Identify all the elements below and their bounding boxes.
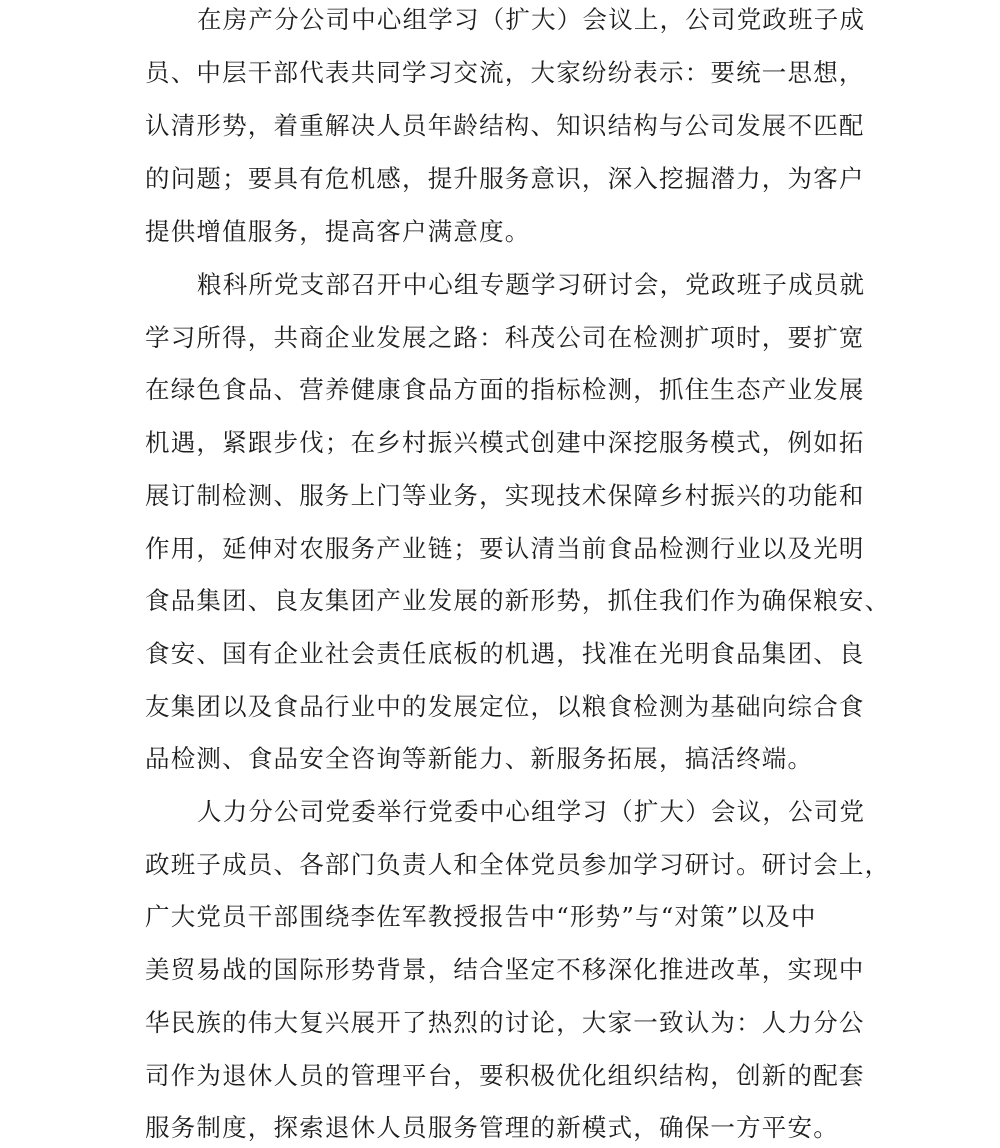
text-line: 机遇，紧跟步伐；在乡村振兴模式创建中深挖服务模式，例如拓 (145, 428, 865, 457)
text-line: 粮科所党支部召开中心组专题学习研讨会，党政班子成员就 (197, 270, 866, 299)
text-line: 广大党员干部围绕李佐军教授报告中“形势”与“对策”以及中 (145, 902, 817, 931)
text-line: 提供增值服务，提高客户满意度。 (145, 217, 531, 246)
text-line: 政班子成员、各部门负责人和全体党员参加学习研讨。研讨会上， (145, 850, 891, 879)
text-line: 食品集团、良友集团产业发展的新形势，抓住我们作为确保粮安、 (145, 586, 891, 615)
text-line: 的问题；要具有危机感，提升服务意识，深入挖掘潜力，为客户 (145, 164, 865, 193)
text-line: 华民族的伟大复兴展开了热烈的讨论，大家一致认为：人力分公 (145, 1008, 865, 1037)
text-line: 在绿色食品、营养健康食品方面的指标检测，抓住生态产业发展 (145, 375, 865, 404)
text-line: 作用，延伸对农服务产业链；要认清当前食品检测行业以及光明 (145, 534, 865, 563)
text-line: 服务制度，探索退休人员服务管理的新模式，确保一方平安。 (145, 1113, 839, 1142)
text-line: 认清形势，着重解决人员年龄结构、知识结构与公司发展不匹配 (145, 111, 865, 140)
text-line: 品检测、食品安全咨询等新能力、新服务拓展，搞活终端。 (145, 744, 814, 773)
text-line: 展订制检测、服务上门等业务，实现技术保障乡村振兴的功能和 (145, 481, 865, 510)
text-line: 在房产分公司中心组学习（扩大）会议上，公司党政班子成 (197, 5, 866, 34)
text-line: 友集团以及食品行业中的发展定位，以粮食检测为基础向综合食 (145, 692, 865, 721)
text-line: 司作为退休人员的管理平台，要积极优化组织结构，创新的配套 (145, 1061, 865, 1090)
text-line: 人力分公司党委举行党委中心组学习（扩大）会议，公司党 (197, 797, 866, 826)
text-line: 美贸易战的国际形势背景，结合坚定不移深化推进改革，实现中 (145, 955, 865, 984)
text-line: 食安、国有企业社会责任底板的机遇，找准在光明食品集团、良 (145, 639, 865, 668)
text-line: 学习所得，共商企业发展之路：科茂公司在检测扩项时，要扩宽 (145, 323, 865, 352)
text-line: 员、中层干部代表共同学习交流，大家纷纷表示：要统一思想， (145, 58, 865, 87)
